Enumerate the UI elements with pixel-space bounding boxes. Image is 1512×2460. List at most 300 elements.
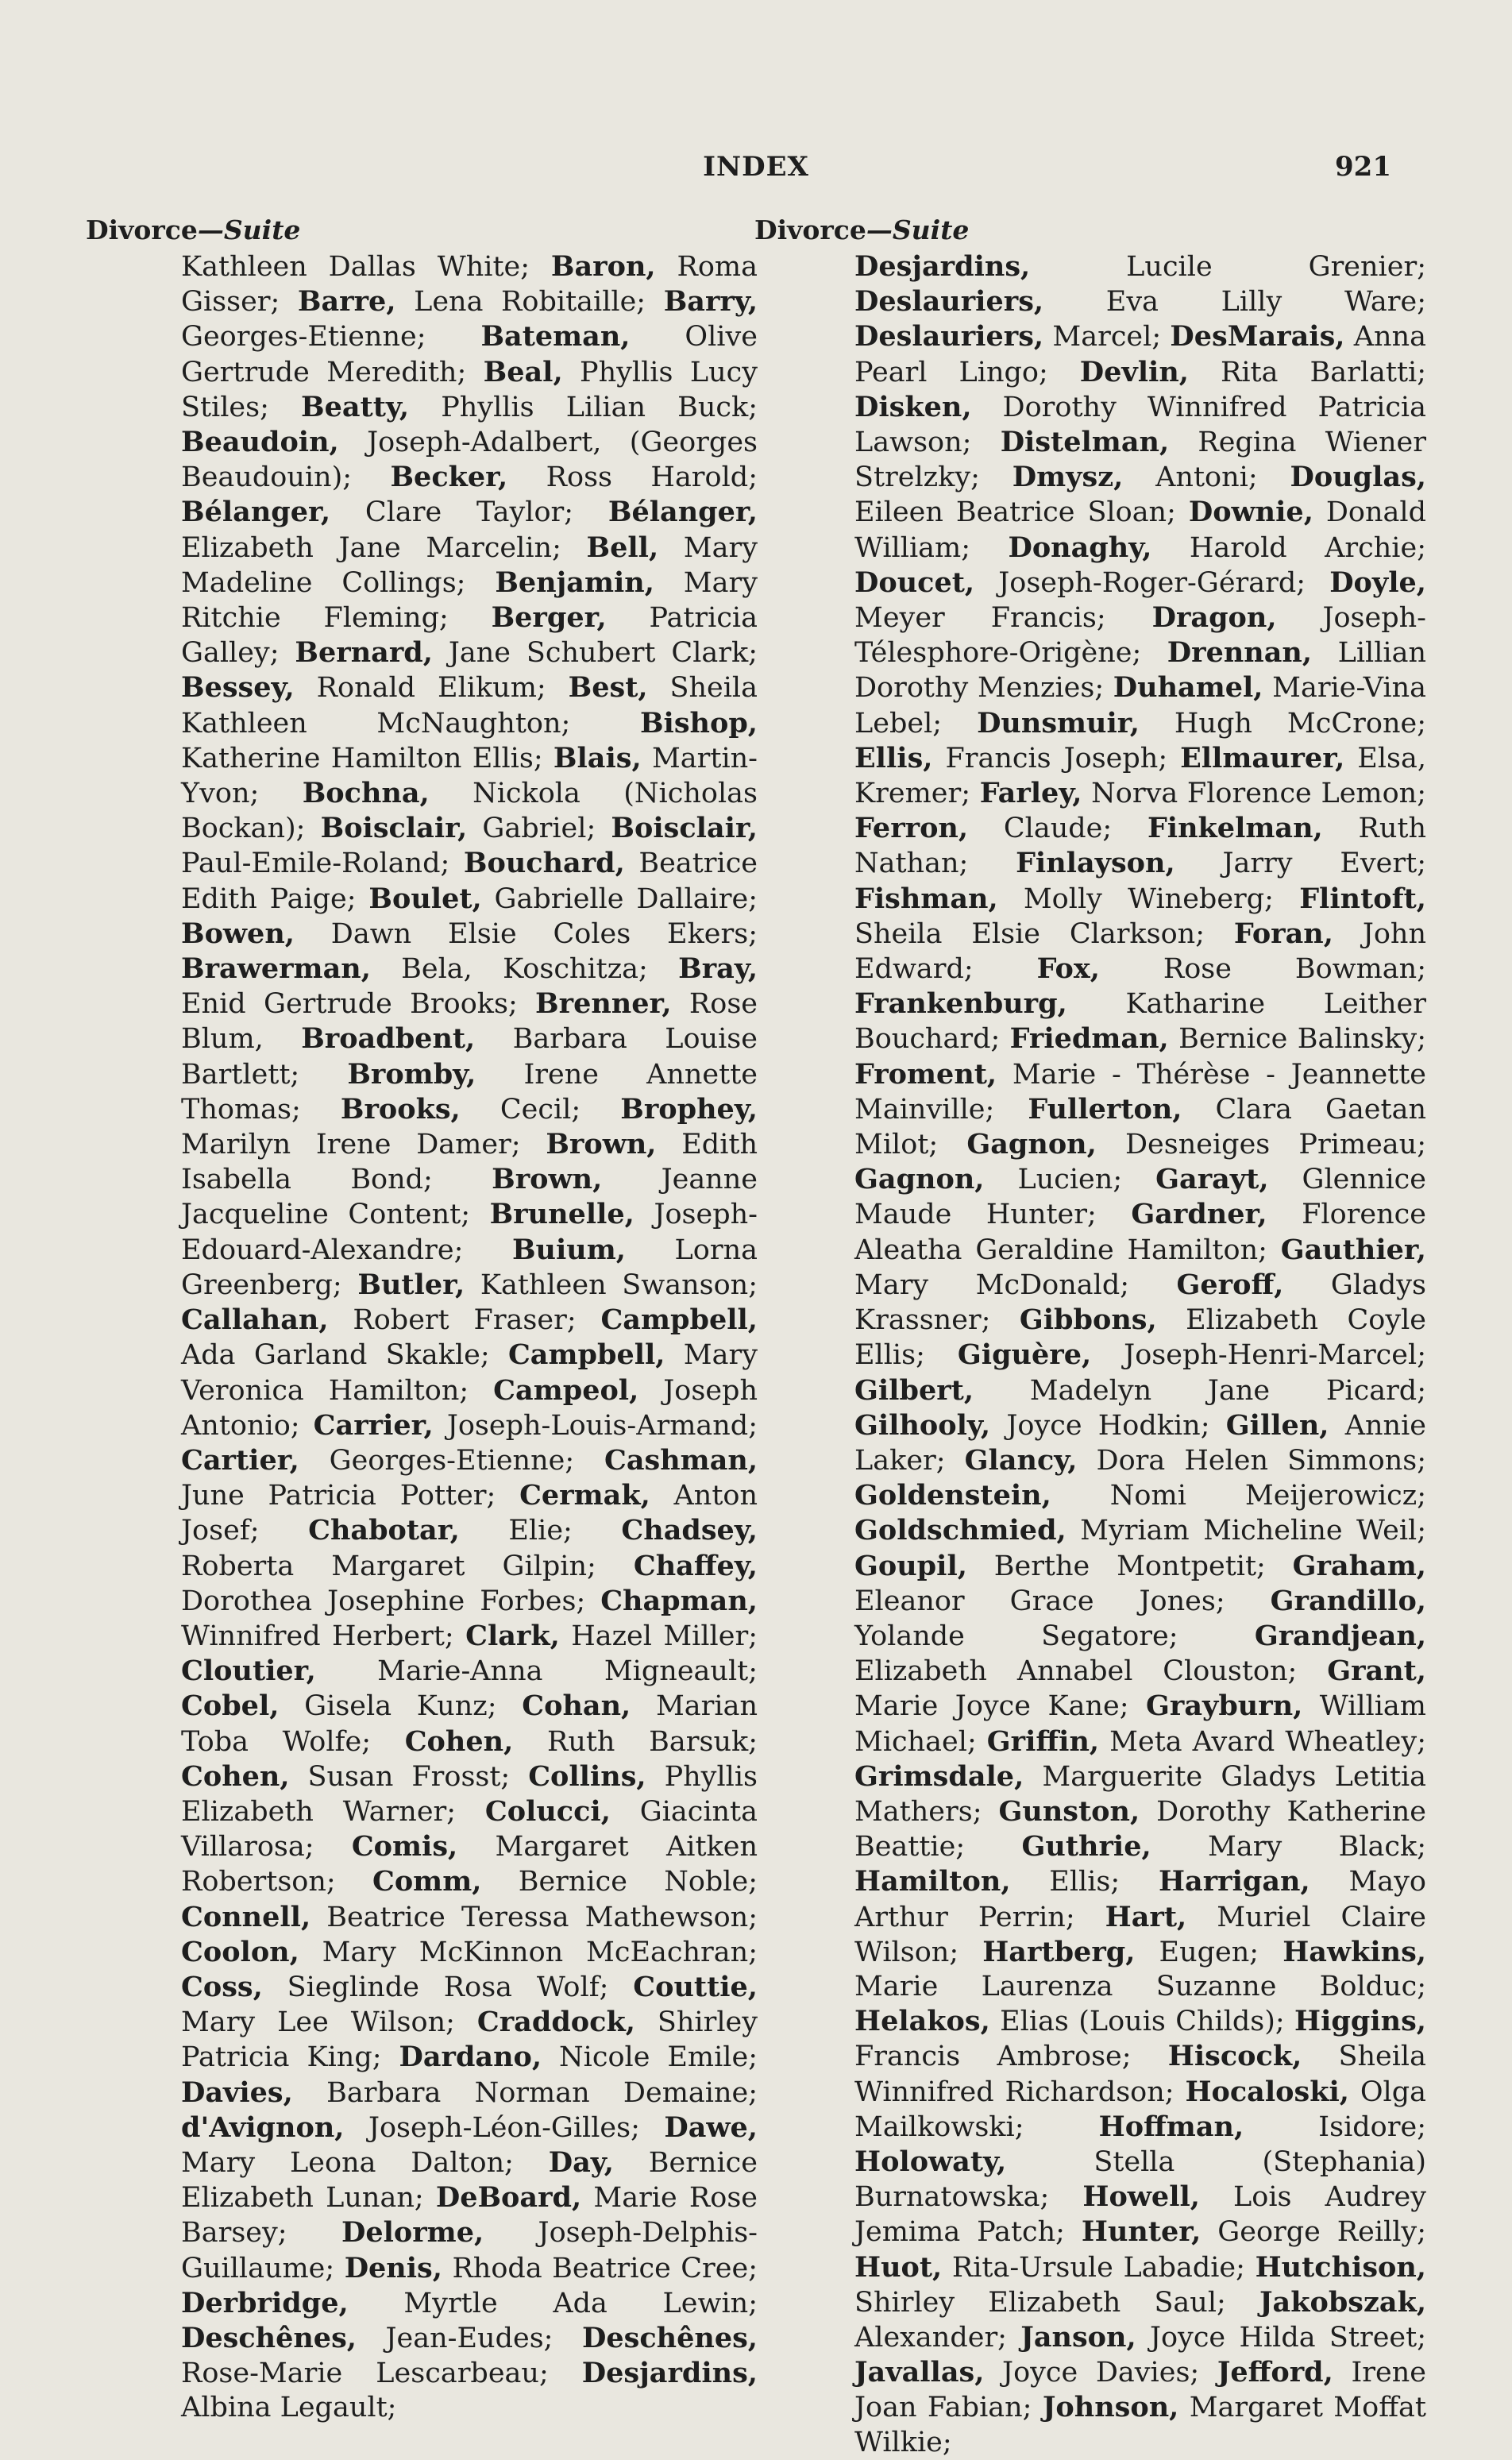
entry-surname: Hartberg, (982, 1935, 1136, 1968)
entry-detail: Sieglinde Rosa Wolf; (262, 1971, 634, 2003)
entry-detail: Muriel Claire Wilson; (854, 1901, 1426, 1968)
entry-detail: Jean-Eudes; (356, 2322, 583, 2354)
entry-detail: Elizabeth Annabel Clouston; (854, 1655, 1328, 1688)
entry-surname: Desjardins, (581, 2357, 758, 2390)
entry-detail: Margaret Moffat Wilkie; (854, 2392, 1426, 2458)
entry-surname: Gilhooly, (854, 1408, 991, 1442)
entry-detail: William Michael; (854, 1690, 1426, 1758)
entry-detail: Joseph-Louis-Armand; (433, 1409, 758, 1442)
entry-surname: Desjardins, (854, 250, 1031, 283)
entry-detail: Robert Fraser; (328, 1304, 601, 1337)
entry-surname: Callahan, (181, 1303, 329, 1337)
entry-surname: Grimsdale, (854, 1759, 1024, 1793)
entry-surname: d'Avignon, (181, 2111, 345, 2144)
entry-detail: Regina Wiener Strelzky; (854, 427, 1426, 494)
entry-surname: Brown, (546, 1128, 657, 1161)
entry-detail: Donald William; (854, 496, 1426, 564)
entry-surname: Doyle, (1329, 566, 1426, 599)
entry-detail: Cecil; (460, 1093, 621, 1126)
entry-surname: Day, (548, 2145, 614, 2179)
entry-surname: Finlayson, (1016, 847, 1175, 880)
entry-surname: Cermak, (519, 1479, 650, 1512)
entry-detail: Phyllis Elizabeth Warner; (181, 1760, 758, 1828)
entry-detail: Sheila Elsie Clarkson; (854, 917, 1234, 950)
entry-surname: Hiscock, (1167, 2040, 1302, 2073)
entry-detail: Marie Joyce Kane; (854, 1690, 1146, 1723)
right-heading-main: Divorce (754, 214, 866, 245)
entry-detail: Irene Annette Thomas; (181, 1058, 758, 1126)
entry-detail: Joseph-Léon-Gilles; (344, 2111, 665, 2144)
entry-surname: Javallas, (854, 2356, 985, 2389)
entry-surname: Glancy, (964, 1443, 1078, 1477)
right-entry-list (854, 249, 1426, 2460)
entry-surname: Boisclair, (611, 812, 758, 845)
entry-surname: Cashman, (604, 1443, 758, 1477)
entry-surname: Fox, (1036, 952, 1100, 986)
entry-detail: Hazel Miller; (559, 1620, 758, 1652)
entry-detail: Lucien; (984, 1164, 1156, 1196)
entry-detail: Marguerite Gladys Letitia Mathers; (854, 1760, 1426, 1828)
entry-detail: George Reilly; (1201, 2216, 1427, 2249)
entry-surname: Ferron, (854, 812, 969, 845)
entry-surname: Ellmaurer, (1180, 741, 1345, 774)
entry-detail: Meyer Francis; (854, 602, 1152, 635)
entry-detail: Berthe Montpetit; (966, 1550, 1293, 1582)
entry-detail: Edith Isabella Bond; (181, 1129, 758, 1196)
left-column-heading (86, 214, 758, 246)
entry-detail: Barbara Norman Demaine; (292, 2076, 758, 2109)
entry-detail: Anna Pearl Lingo; (854, 321, 1426, 388)
entry-surname: Graham, (1292, 1549, 1426, 1582)
entry-detail: Marie Laurenza Suzanne Bolduc; (854, 1970, 1426, 2002)
entry-detail: Barbara Louise Bartlett; (181, 1023, 758, 1091)
entry-detail: Rita-Ursule Labadie; (942, 2251, 1256, 2284)
entry-detail: Annie Laker; (854, 1409, 1426, 1477)
entry-surname: Douglas, (1290, 461, 1426, 494)
entry-surname: Hocaloski, (1185, 2075, 1349, 2108)
entry-detail: Rose Blum, (181, 988, 758, 1056)
entry-detail: Mary McDonald; (854, 1269, 1177, 1301)
entry-surname: Goupil, (854, 1549, 967, 1582)
entry-surname: Bell, (586, 531, 659, 564)
entry-surname: Gauthier, (1280, 1233, 1426, 1266)
entry-detail: Gisela Kunz; (279, 1690, 523, 1723)
entry-surname: Huot, (854, 2250, 943, 2284)
page-title: INDEX (703, 151, 809, 183)
entry-detail: Katharine Leither Bouchard; (854, 988, 1426, 1056)
entry-surname: Johnson, (1042, 2391, 1179, 2424)
entry-detail: Winnifred Herbert; (181, 1620, 466, 1652)
entry-detail: Jane Schubert Clark; (432, 637, 758, 670)
entry-detail: Marie-Vina Lebel; (854, 672, 1426, 740)
entry-detail: Florence Aleatha Geraldine Hamilton; (854, 1199, 1426, 1266)
entry-detail: Shirley Patricia King; (181, 2006, 758, 2074)
entry-surname: Beaudoin, (181, 426, 339, 459)
entry-detail: Elizabeth Coyle Ellis; (854, 1304, 1426, 1372)
entry-detail: Sheila Winnifred Richardson; (854, 2041, 1426, 2108)
entry-detail: Georges-Etienne; (299, 1444, 604, 1477)
entry-surname: Ellis, (854, 741, 933, 774)
entry-surname: Grandillo, (1270, 1584, 1426, 1617)
entry-detail: Martin-Yvon; (181, 742, 758, 810)
entry-surname: Barre, (297, 285, 396, 319)
entry-surname: Davies, (181, 2076, 293, 2109)
entry-surname: Donaghy, (1008, 531, 1152, 564)
entry-detail: Joyce Hilda Street; (1136, 2321, 1426, 2354)
entry-surname: Cohen, (404, 1724, 514, 1758)
entry-detail: Lorna Greenberg; (181, 1234, 758, 1301)
entry-surname: Chaffey, (633, 1549, 758, 1582)
entry-surname: Baron, (550, 250, 656, 283)
entry-surname: Foran, (1233, 917, 1333, 950)
entry-detail: Jeanne Jacqueline Content; (181, 1164, 758, 1231)
entry-surname: Goldenstein, (854, 1479, 1051, 1512)
entry-surname: Cobel, (181, 1690, 280, 1723)
entry-surname: Broadbent, (301, 1022, 476, 1056)
entry-surname: Clark, (465, 1619, 560, 1652)
entry-detail: Isidore; (1244, 2111, 1426, 2143)
entry-detail: Harold Archie; (1151, 531, 1426, 564)
entry-detail: Margaret Aitken Robertson; (181, 1831, 758, 1898)
entry-surname: Craddock, (476, 2006, 635, 2039)
entry-detail: Ada Garland Skakle; (181, 1339, 508, 1372)
entry-surname: Best, (568, 671, 648, 705)
entry-detail: Elie; (459, 1515, 622, 1547)
entry-surname: Deslauriers, (854, 320, 1044, 353)
entry-detail: Dorothy Katherine Beattie; (854, 1795, 1426, 1863)
entry-surname: Howell, (1082, 2180, 1200, 2214)
entry-detail: Marie Rose Barsey; (181, 2182, 758, 2250)
entry-surname: Dragon, (1151, 601, 1277, 635)
entry-surname: Dardano, (399, 2041, 542, 2074)
entry-detail: Kathleen Swanson; (465, 1269, 758, 1301)
entry-detail: Shirley Elizabeth Saul; (854, 2286, 1259, 2319)
entry-detail: Sheila Kathleen McNaughton; (181, 672, 758, 740)
entry-detail: Olga Mailkowski; (854, 2076, 1426, 2143)
entry-surname: Bromby, (347, 1057, 476, 1091)
entry-surname: Delorme, (341, 2216, 484, 2250)
entry-detail: Myrtle Ada Lewin; (348, 2287, 758, 2319)
page-number: 921 (1335, 151, 1391, 183)
entry-detail: Phyllis Lucy Stiles; (181, 356, 758, 423)
entry-surname: Beal, (483, 355, 563, 388)
entry-surname: Janson, (1020, 2320, 1136, 2354)
entry-surname: Disken, (854, 390, 972, 423)
entry-detail: Irene Joan Fabian; (854, 2357, 1426, 2424)
entry-surname: Friedman, (1009, 1022, 1169, 1056)
entry-detail: Beatrice Teressa Mathewson; (310, 1901, 758, 1933)
entry-detail: Joseph-Roger-Gérard; (974, 566, 1330, 599)
entry-surname: Bowen, (181, 917, 295, 950)
entry-surname: Fullerton, (1028, 1092, 1182, 1126)
entry-detail: Madelyn Jane Picard; (974, 1374, 1426, 1407)
entry-detail: Ruth Barsuk; (513, 1725, 758, 1758)
entry-surname: Blais, (553, 741, 642, 774)
entry-surname: Brooks, (340, 1092, 461, 1126)
entry-detail: Elsa, Kremer; (854, 742, 1427, 810)
entry-surname: Brenner, (535, 987, 672, 1021)
entry-surname: Bouchard, (463, 847, 625, 880)
entry-detail: Molly Wineberg; (997, 882, 1300, 915)
entry-surname: Boisclair, (320, 812, 468, 845)
entry-surname: Bélanger, (608, 496, 758, 529)
left-entry-list (181, 249, 758, 2426)
entry-detail: Stella (Stephania) Burnatowska; (854, 2145, 1426, 2214)
entry-surname: Frankenburg, (854, 987, 1067, 1021)
entry-detail: Marie - Thérèse - Jeannette Mainville; (854, 1058, 1426, 1126)
entry-detail: Katherine Hamilton Ellis; (181, 742, 554, 774)
entry-surname: Giguère, (957, 1338, 1092, 1372)
entry-surname: Dmysz, (1012, 461, 1124, 494)
entry-detail: Phyllis Lilian Buck; (409, 391, 758, 423)
entry-surname: Farley, (979, 777, 1082, 810)
entry-surname: Chabotar, (308, 1514, 460, 1547)
entry-surname: Bessey, (181, 671, 295, 705)
page-header (0, 151, 1512, 191)
entry-detail: Gabriel; (467, 813, 611, 845)
entry-detail: Rose Bowman; (1099, 953, 1426, 986)
left-column (86, 214, 758, 2426)
entry-detail: Bela, Koschitza; (370, 953, 679, 986)
entry-surname: Hamilton, (854, 1865, 1011, 1898)
entry-detail: Joseph-Delphis-Guillaume; (181, 2217, 758, 2284)
entry-surname: Chadsey, (621, 1514, 758, 1547)
entry-detail: Mary Leona Dalton; (181, 2146, 549, 2179)
entry-surname: Gilbert, (854, 1373, 974, 1407)
entry-surname: Cartier, (181, 1443, 299, 1477)
entry-detail: June Patricia Potter; (181, 1480, 520, 1512)
entry-detail: Anton Josef; (181, 1480, 758, 1547)
entry-surname: Gagnon, (966, 1128, 1097, 1161)
entry-detail: Eileen Beatrice Sloan; (854, 496, 1189, 529)
right-column-heading (754, 214, 1426, 246)
left-heading-suite: —Suite (197, 214, 301, 245)
entry-surname: Denis, (344, 2251, 442, 2284)
entry-detail: Dawn Elsie Coles Ekers; (294, 917, 758, 950)
entry-surname: Fishman, (854, 882, 998, 915)
entry-surname: Guthrie, (1021, 1830, 1151, 1863)
entry-surname: Comis, (351, 1830, 458, 1863)
entry-detail: Joyce Hodkin; (990, 1409, 1226, 1442)
entry-surname: Derbridge, (181, 2286, 349, 2319)
entry-surname: Colucci, (484, 1794, 611, 1828)
entry-detail: Paul-Emile-Roland; (181, 848, 464, 880)
entry-detail: Susan Frosst; (289, 1760, 529, 1793)
entry-detail: Olive Gertrude Meredith; (181, 321, 758, 388)
entry-surname: Cohan, (522, 1690, 631, 1723)
entry-surname: Barry, (663, 285, 758, 319)
entry-detail: Joseph-Henri-Marcel; (1091, 1339, 1426, 1372)
entry-detail: Eugen; (1135, 1936, 1283, 1968)
entry-surname: DeBoard, (435, 2181, 582, 2215)
entry-detail: Joseph-Edouard-Alexandre; (181, 1199, 758, 1266)
entry-surname: Campbell, (600, 1303, 758, 1337)
entry-detail: Desneiges Primeau; (1096, 1129, 1427, 1161)
entry-surname: Gagnon, (854, 1163, 985, 1196)
entry-detail: Ronald Elikum; (294, 672, 569, 705)
entry-surname: Devlin, (1079, 355, 1189, 388)
entry-surname: Brophey, (620, 1092, 758, 1126)
entry-detail: Alexander; (854, 2321, 1021, 2354)
entry-detail: Dorothea Josephine Forbes; (181, 1585, 601, 1617)
entry-surname: Griffin, (986, 1724, 1100, 1758)
entry-detail: Francis Ambrose; (854, 2041, 1168, 2073)
entry-detail: Yolande Segatore; (854, 1620, 1255, 1652)
entry-surname: Cloutier, (181, 1655, 316, 1688)
entry-surname: Gillen, (1225, 1408, 1329, 1442)
entry-surname: Brunelle, (489, 1198, 634, 1231)
entry-surname: Comm, (372, 1865, 482, 1898)
entry-detail: Clara Gaetan Milot; (854, 1093, 1426, 1161)
entry-surname: Bernard, (295, 636, 433, 670)
entry-surname: Buium, (511, 1233, 626, 1266)
entry-detail: Dora Helen Simmons; (1077, 1444, 1426, 1477)
entry-detail: Myriam Micheline Weil; (1066, 1515, 1426, 1547)
entry-detail: Nomi Meijerowicz; (1051, 1480, 1426, 1512)
entry-surname: Hunter, (1081, 2215, 1202, 2249)
entry-surname: Brown, (492, 1163, 603, 1196)
entry-surname: Cohen, (181, 1759, 290, 1793)
entry-surname: Beatty, (301, 390, 410, 423)
entry-detail: Giacinta Villarosa; (181, 1795, 758, 1863)
entry-detail: Clare Taylor; (330, 496, 608, 529)
entry-surname: Carrier, (313, 1408, 434, 1442)
entry-surname: Hart, (1105, 1900, 1187, 1933)
entry-detail: Elias (Louis Childs); (989, 2006, 1295, 2038)
entry-surname: Jakobszak, (1259, 2285, 1426, 2319)
entry-detail: Norva Florence Lemon; (1082, 778, 1426, 810)
entry-detail: Marie-Anna Migneault; (315, 1655, 758, 1688)
entry-surname: Deschênes, (582, 2321, 758, 2354)
entry-detail: Enid Gertrude Brooks; (181, 988, 536, 1021)
left-heading-main: Divorce (86, 214, 198, 245)
entry-surname: Geroff, (1176, 1268, 1284, 1301)
entry-surname: Doucet, (854, 566, 975, 599)
entry-surname: Campeol, (493, 1373, 639, 1407)
entry-surname: Garayt, (1155, 1163, 1269, 1196)
entry-detail: Joyce Davies; (984, 2357, 1217, 2389)
entry-surname: Campbell, (507, 1338, 665, 1372)
entry-surname: Coolon, (181, 1935, 299, 1968)
entry-detail: Lena Robitaille; (395, 286, 664, 319)
entry-detail: Rita Barlatti; (1188, 356, 1426, 388)
entry-detail: Claude; (968, 813, 1148, 845)
entry-surname: Jefford, (1217, 2356, 1333, 2389)
entry-detail: Gabrielle Dallaire; (481, 882, 758, 915)
entry-detail: Ross Harold; (507, 461, 758, 494)
entry-surname: Becker, (390, 461, 508, 494)
entry-detail: Mary McKinnon McEachran; (299, 1936, 758, 1968)
entry-surname: Deslauriers, (854, 285, 1044, 319)
entry-surname: Hutchison, (1255, 2250, 1426, 2284)
entry-surname: Bochna, (302, 777, 430, 810)
entry-surname: Higgins, (1294, 2005, 1426, 2038)
entry-detail: Antoni; (1123, 461, 1290, 494)
entry-surname: DesMarais, (1170, 320, 1345, 353)
entry-detail: Bernice Elizabeth Lunan; (181, 2146, 758, 2215)
entry-detail: Joseph-Télesphore-Origène; (854, 602, 1426, 670)
entry-detail: Joseph Antonio; (181, 1374, 758, 1442)
entry-detail: Rose-Marie Lescarbeau; (181, 2358, 582, 2390)
entry-surname: Deschênes, (181, 2321, 357, 2354)
entry-detail: Jarry Evert; (1174, 848, 1426, 880)
entry-detail: Mary Madeline Collings; (181, 531, 758, 599)
entry-detail: Mayo Arthur Perrin; (854, 1866, 1426, 1933)
entry-surname: Benjamin, (495, 566, 654, 599)
entry-detail: Lois Audrey Jemima Patch; (854, 2181, 1426, 2249)
entry-surname: Distelman, (1000, 426, 1170, 459)
entry-surname: Holowaty, (854, 2145, 1007, 2178)
entry-surname: Brawerman, (181, 952, 371, 986)
entry-surname: Flintoft, (1299, 882, 1426, 915)
entry-detail: Ellis; (1010, 1866, 1159, 1898)
entry-detail: Meta Avard Wheatley; (1099, 1725, 1426, 1758)
entry-detail: Ruth Nathan; (854, 813, 1426, 880)
entry-surname: Grandjean, (1254, 1619, 1426, 1652)
entry-surname: Coss, (181, 1970, 263, 2003)
entry-surname: Gibbons, (1019, 1303, 1157, 1337)
entry-surname: Dawe, (664, 2111, 758, 2144)
entry-detail: Lillian Dorothy Menzies; (854, 637, 1426, 705)
entry-detail: Georges-Etienne; (181, 321, 481, 353)
entry-surname: Hawkins, (1282, 1935, 1426, 1968)
entry-detail: Roma Gisser; (181, 251, 758, 319)
entry-surname: Duhamel, (1113, 671, 1263, 705)
entry-surname: Boulet, (368, 882, 482, 915)
entry-detail: Lucile Grenier; (1030, 251, 1426, 283)
entry-detail: Eva Lilly Ware; (1043, 286, 1426, 319)
entry-detail: Hugh McCrone; (1139, 707, 1426, 740)
entry-detail: Albina Legault; (181, 2392, 397, 2424)
entry-surname: Bray, (678, 952, 758, 986)
entry-detail: Rhoda Beatrice Cree; (442, 2252, 758, 2284)
entry-surname: Bishop, (639, 706, 758, 740)
entry-surname: Grant, (1327, 1655, 1426, 1688)
entry-detail: Marilyn Irene Damer; (181, 1129, 546, 1161)
entry-surname: Butler, (357, 1268, 465, 1301)
entry-surname: Dunsmuir, (977, 706, 1140, 740)
right-heading-suite: —Suite (866, 214, 970, 245)
right-column (754, 214, 1426, 2460)
entry-detail: Roberta Margaret Gilpin; (181, 1550, 634, 1582)
entry-detail: Mary Black; (1151, 1831, 1426, 1863)
entry-surname: Downie, (1188, 496, 1313, 529)
entry-surname: Froment, (854, 1057, 997, 1091)
entry-detail: Elizabeth Jane Marcelin; (181, 531, 587, 564)
entry-surname: Helakos, (854, 2005, 990, 2038)
entry-detail: Bernice Balinsky; (1168, 1023, 1426, 1056)
entry-surname: Gunston, (998, 1794, 1140, 1828)
entry-detail: Nickola (Nicholas Bockan); (181, 778, 758, 845)
entry-detail: Beatrice Edith Paige; (181, 848, 758, 915)
entry-surname: Hoffman, (1098, 2110, 1244, 2143)
entry-surname: Collins, (528, 1759, 646, 1793)
entry-detail: Gladys Krassner; (854, 1269, 1426, 1337)
entry-surname: Goldschmied, (854, 1514, 1066, 1547)
entry-detail: Mary Veronica Hamilton; (181, 1339, 758, 1407)
entry-surname: Harrigan, (1158, 1865, 1310, 1898)
entry-surname: Berger, (491, 601, 607, 635)
entry-detail: Bernice Noble; (481, 1866, 758, 1898)
entry-detail: Nicole Emile; (542, 2041, 758, 2074)
entry-detail: Marian Toba Wolfe; (181, 1690, 758, 1758)
entry-surname: Bélanger, (181, 496, 331, 529)
entry-detail: Patricia Galley; (181, 602, 758, 670)
entry-detail: Francis Joseph; (932, 742, 1181, 774)
entry-detail: Dorothy Winnifred Patricia Lawson; (854, 391, 1426, 459)
entry-detail: Eleanor Grace Jones; (854, 1585, 1271, 1617)
entry-detail: Mary Lee Wilson; (181, 2006, 477, 2039)
